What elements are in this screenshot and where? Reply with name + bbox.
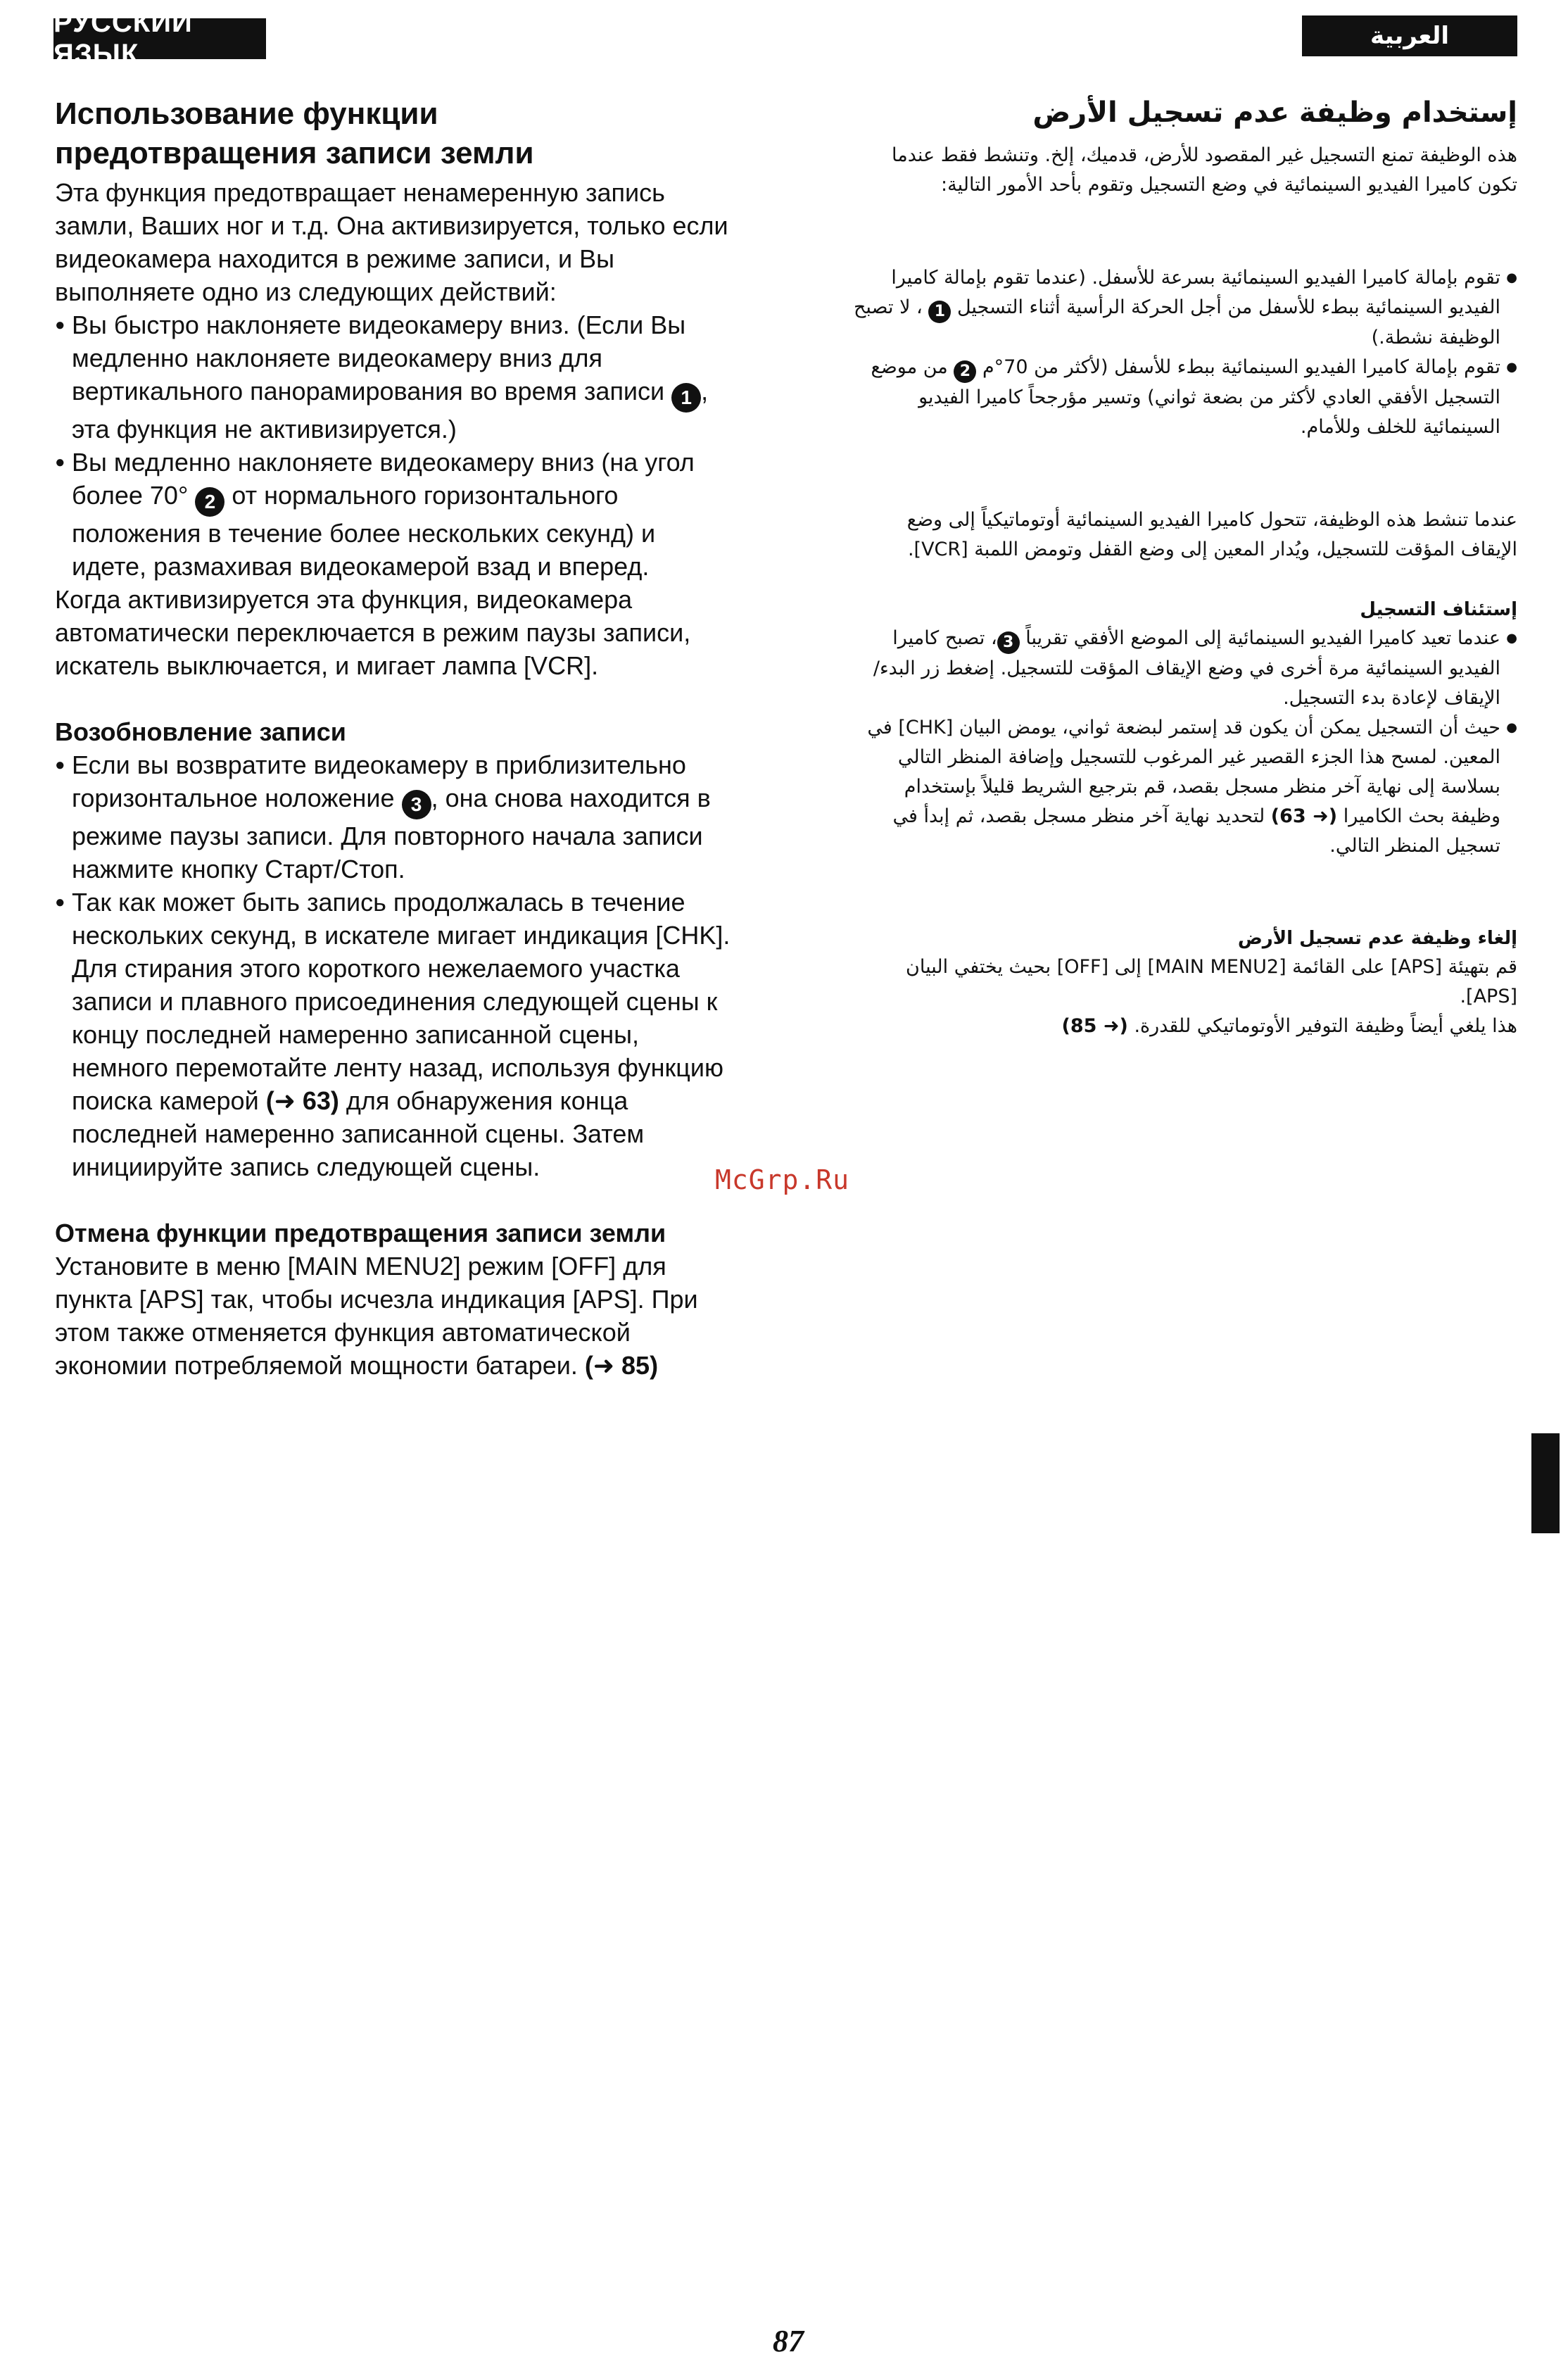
ru-result: Когда активизируется эта функция, видеокамера автоматически переключается в режим паузы записи, искатель выключается, и мигает лампа [VCR]. bbox=[55, 585, 691, 680]
ru-cancel-text: Установите в меню [MAIN MENU2] режим [OFF] для пункта [APS] так, чтобы исчезла индикация [APS]. При этом также отменяется функция автоматической экономии потребляемой мощности батареи. (➜ 85) bbox=[55, 1252, 698, 1380]
ar-cancel-text: قم بتهيئة [APS] على القائمة [MAIN MENU2] إلى [OFF] بحيث يختفي البيان [APS]. bbox=[906, 956, 1517, 1007]
ar-resume-title: إستئناف التسجيل bbox=[1360, 599, 1517, 620]
arabic-column bbox=[852, 94, 1517, 1041]
language-tab-arabic: العربية bbox=[1302, 15, 1517, 56]
ru-resume-bullet-2: ● Так как может быть запись продолжалась в течение нескольких секунд, в искателе мигает индикация [CHK]. bbox=[55, 886, 731, 952]
ar-bullet-2: ● تقوم بإمالة كاميرا الفيديو السينمائية ببطء للأسفل (لأكثر من 70°م 2 من موضع التسجيل الأفقي العادي لأكثر من بضعة ثواني) وتسير مؤرجحاً كاميرا الفيديو السينمائية للخلف وللأمام. bbox=[852, 353, 1517, 442]
language-tab-russian: РУССКИЙ ЯЗЫК bbox=[53, 18, 266, 59]
circled-number-3-icon: 3 bbox=[402, 790, 431, 819]
circled-number-2-icon: 2 bbox=[954, 360, 976, 383]
page-reference-63: (➜ 63) bbox=[265, 1086, 339, 1115]
ar-cancel-note: هذا يلغي أيضاً وظيفة التوفير الأوتوماتيكي للقدرة. (➜ 85) bbox=[1061, 1015, 1517, 1037]
ar-bullet-1: ● تقوم بإمالة كاميرا الفيديو السينمائية بسرعة للأسفل. (عندما تقوم بإمالة كاميرا الفيديو السينمائية ببطء للأسفل من أجل الحركة الرأسية أثناء التسجيل 1 ، لا تصبح الوظيفة نشطة.) bbox=[852, 263, 1517, 353]
circled-number-2-icon: 2 bbox=[195, 487, 225, 517]
ar-cancel-title: إلغاء وظيفة عدم تسجيل الأرض bbox=[1237, 928, 1517, 949]
ar-resume-bullet-2: ● حيث أن التسجيل يمكن أن يكون قد إستمر لبضعة ثواني، يومض البيان [CHK] في المعين. لمسح هذا الجزء القصير غير المرغوب للتسجيل وإضافة المنظر التالي بسلاسة إلى نهاية آخر منظر مسجل بقصد، قم بترجيع الشريط قليلاً بإستخدام وظيفة بحث الكاميرا (➜ 63) لتحديد نهاية آخر منظر مسجل بقصد، ثم إبدأ في تسجيل المنظر التالي. bbox=[852, 713, 1517, 861]
ru-bullet-1: ● Вы быстро наклоняете видеокамеру вниз. (Если Вы медленно наклоняете видеокамеру вниз для вертикального панорамирования во время записи 1 , эта функция не активизируется.) bbox=[55, 308, 731, 446]
circled-number-1-icon: 1 bbox=[671, 383, 701, 413]
page-reference-85: (➜ 85) bbox=[1061, 1015, 1128, 1037]
ru-resume-continuation: Для стирания этого короткого нежелаемого участка записи и плавного присоединения следующей сцены к концу последней намеренно записанной сцены, немного перемотайте ленту назад, используя функцию поиска камерой (➜ 63) для обнаружения конца последней намеренно записанной сцены. Затем инициируйте запись следующей сцены. bbox=[72, 954, 723, 1181]
page-number: 87 bbox=[773, 2324, 804, 2358]
ru-resume-bullet-1: ● Если вы возвратите видеокамеру в приблизительно горизонтальное ноложение 3 , она снова находится в режиме паузы записи. Для повторного начала записи нажмите кнопку Старт/Стоп. bbox=[55, 748, 731, 886]
ru-intro: Эта функция предотвращает ненамеренную запись замли, Ваших ног и т.д. Она активизируется, только если видеокамера находится в режиме записи, и Вы выполняете одно из следующих действий: bbox=[55, 178, 728, 306]
page-reference-85: (➜ 85) bbox=[584, 1351, 659, 1380]
ru-resume-title: Возобновление записи bbox=[55, 717, 346, 746]
section-marker-bar bbox=[1531, 1433, 1560, 1533]
watermark-text: McGrp.Ru bbox=[715, 1164, 850, 1195]
ru-bullet-2: ● Вы медленно наклоняете видеокамеру вниз (на угол более 70° 2 от нормального горизонтального положения в течение более нескольких секунд) и идете, размахивая видеокамерой взад и вперед. bbox=[55, 446, 731, 583]
circled-number-1-icon: 1 bbox=[928, 301, 951, 323]
ar-intro: هذه الوظيفة تمنع التسجيل غير المقصود للأرض، قدميك، إلخ. وتنشط فقط عندما تكون كاميرا الفيديو السينمائية في وضع التسجيل وتقوم بأحد الأمور التالية: bbox=[892, 144, 1517, 196]
ru-cancel-title: Отмена функции предотвращения записи земли bbox=[55, 1219, 666, 1247]
ru-page-title: Использование функции предотвращения записи земли bbox=[55, 96, 534, 170]
ar-resume-bullet-1: ● عندما تعيد كاميرا الفيديو السينمائية إلى الموضع الأفقي تقريباً 3، تصبح كاميرا الفيديو السينمائية مرة أخرى في وضع الإيقاف المؤقت للتسجيل. إضغط زر البدء/الإيقاف لإعادة بدء التسجيل. bbox=[852, 624, 1517, 713]
ar-result: عندما تنشط هذه الوظيفة، تتحول كاميرا الفيديو السينمائية أوتوماتيكياً إلى وضع الإيقاف المؤقت للتسجيل، ويُدار المعين إلى وضع القفل وتومض اللمبة [VCR]. bbox=[906, 509, 1517, 560]
page-reference-63: (➜ 63) bbox=[1270, 805, 1338, 827]
circled-number-3-icon: 3 bbox=[997, 631, 1020, 654]
russian-column bbox=[55, 94, 731, 1382]
ar-page-title: إستخدام وظيفة عدم تسجيل الأرض bbox=[1032, 96, 1517, 129]
